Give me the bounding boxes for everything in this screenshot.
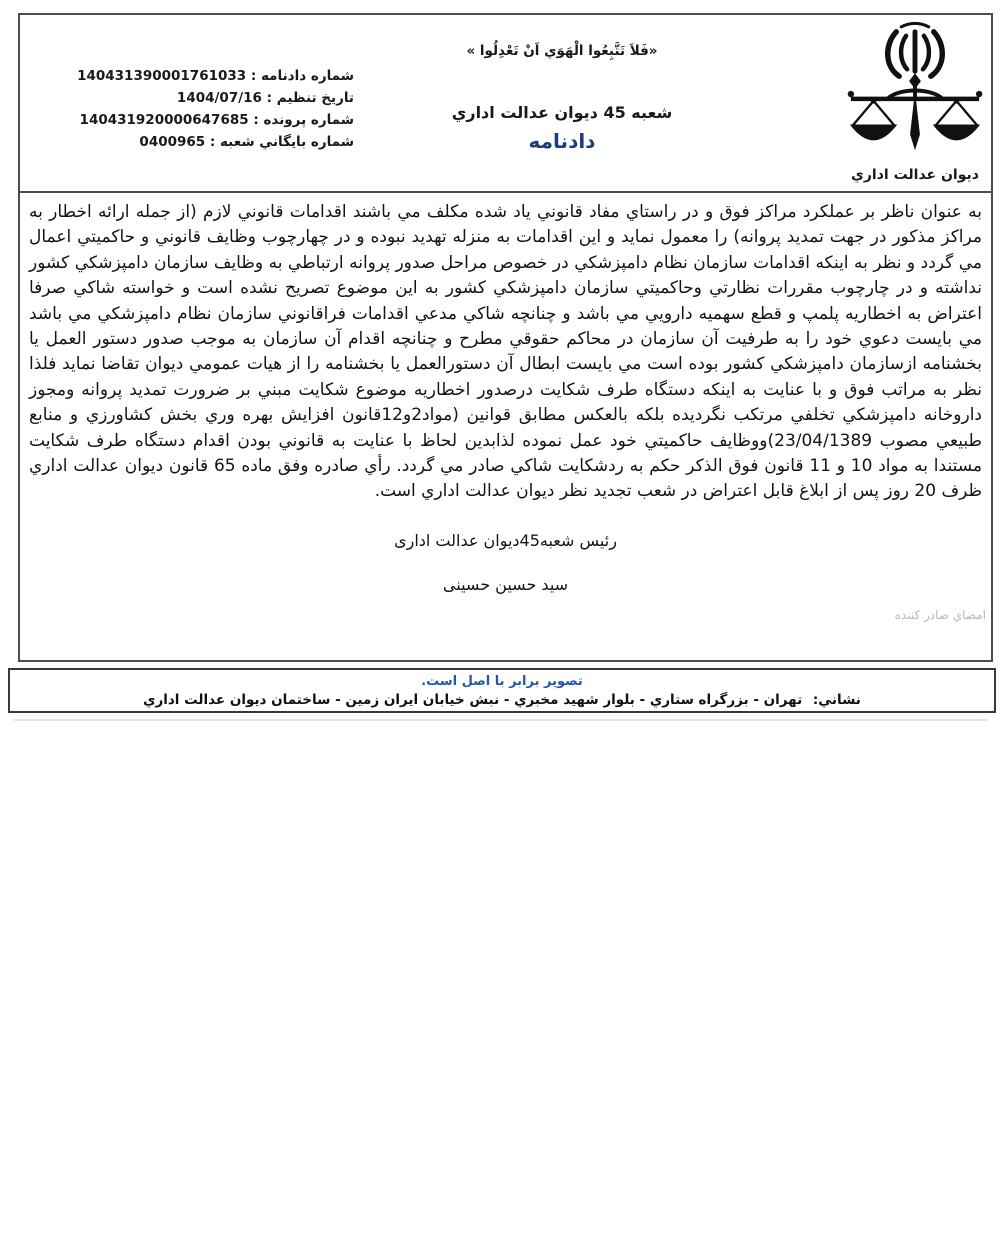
certified-copy-note: تصوير برابر با اصل است.	[421, 674, 583, 689]
footer-box	[8, 668, 996, 713]
meta-label: شماره بايگاني شعبه	[220, 134, 354, 150]
case-numbers-block	[78, 65, 354, 153]
address-line	[10, 691, 994, 710]
meta-value: 140431390001761033	[77, 68, 247, 84]
emblem-caption: ديوان عدالت اداري	[851, 167, 979, 183]
meta-value: 140431920000647685	[79, 112, 249, 128]
meta-separator: :	[246, 68, 261, 84]
document-title: دادنامه	[528, 129, 596, 153]
address-label: نشاني:	[812, 692, 861, 708]
document-header	[20, 15, 991, 193]
verdict-body-section	[20, 193, 991, 660]
document-frame	[18, 13, 993, 662]
scan-artifact-line	[14, 719, 988, 721]
address-text: تهران - بزرگراه ستاري - بلوار شهيد مخبري - نبش خيابان ايران زمين - ساختمان ديوان عدالت اداري	[143, 692, 803, 708]
signature-role: رئيس شعبه45ديوان عدالت اداری	[394, 530, 617, 550]
meta-row-archive-number	[78, 131, 354, 153]
meta-value: 1404/07/16	[176, 90, 262, 106]
issuer-signature-placeholder: امضاي صادر كننده	[894, 608, 986, 622]
meta-separator: :	[261, 90, 277, 106]
meta-row-judgment-number	[78, 65, 354, 87]
court-emblem	[840, 18, 990, 183]
meta-label: شماره دادنامه	[260, 68, 354, 84]
justice-scales-icon	[841, 18, 989, 166]
branch-title: شعبه 45 ديوان عدالت اداري	[451, 103, 673, 122]
meta-row-case-number	[78, 109, 354, 131]
signature-name: سید حسین حسینی	[442, 574, 569, 594]
verdict-text: به عنوان ناظر بر عملکرد مراکز فوق و در راستاي مفاد قانوني ياد شده مکلف مي باشند اقدامات قانوني لازم (از جمله ارائه اخطار به مراکز مذکور در جهت تمديد پروانه) را معمول نمايد و اين اقدامات به منزله تهديد نبوده و در چهارچوب وظايف قانوني و حاکميتي اعمال مي گردد و نظر به اينکه اقدامات سازمان نظام دامپزشکي در خصوص مراحل صدور پروانه ارتباطي به وظايف سازمان دامپزشکي کشور نداشته و در چارچوب مقررات نظارتي وحاکميتي سازمان دامپزشکي کشور به اين موضوع تصريح نشده است و خواسته شاکي صرفا اعتراض به اخطاريه پلمپ و قطع سهميه دارويي مي باشد و چنانچه شاکي مدعي اقدامات فراقانوني سازمان نظام دامپزشکي مي باشد مي بايست دعوي خود را به طرفيت آن سازمان در محاکم حقوقي مطرح و چنانچه اقدام آن سازمان به موجب صدور دستور العمل يا بخشنامه ازسازمان دامپزشکي کشور بوده است مي بايست ابطال آن دستورالعمل يا بخشنامه را از هيات عمومي ديوان تقاضا نمايد فلذا نظر به مراتب فوق و با عنايت به اينکه دستگاه طرف شکايت درصدور اخطاريه موضوع شکايت مبني بر ضرورت تمديد پروانه ومجوز داروخانه دامپزشکي تخلفي مرتکب نگرديده بلکه بالعکس مطابق قوانين (مواد2و12قانون افزايش بهره وري بخش کشاورزي و منابع طبيعي مصوب 23/04/1389)ووظايف حاکميتي خود عمل نموده لذابدين لحاظ با عنايت به قانوني بودن اقدام دستگاه طرف شکايت مستندا به مواد 10 و 11 قانون فوق الذکر حکم به ردشکايت شاکي صادر مي گردد. رأي صادره وفق ماده 65 قانون ديوان عدالت اداري ظرف 20 روز پس از ابلاغ قابل اعتراض در شعب تجديد نظر ديوان عدالت اداري است.	[29, 202, 982, 502]
header-center-block	[372, 43, 752, 153]
meta-separator: :	[205, 134, 220, 150]
meta-row-date	[78, 87, 354, 109]
meta-label: تاريخ تنظيم	[276, 90, 354, 106]
meta-value: 0400965	[139, 134, 206, 150]
signature-block	[29, 531, 982, 594]
meta-label: شماره پرونده	[263, 112, 354, 128]
meta-separator: :	[248, 112, 264, 128]
quran-verse: «فَلاَ تَتَّبِعُوا الْهَوَي اَنْ تَعْدِلُوا »	[466, 43, 658, 59]
